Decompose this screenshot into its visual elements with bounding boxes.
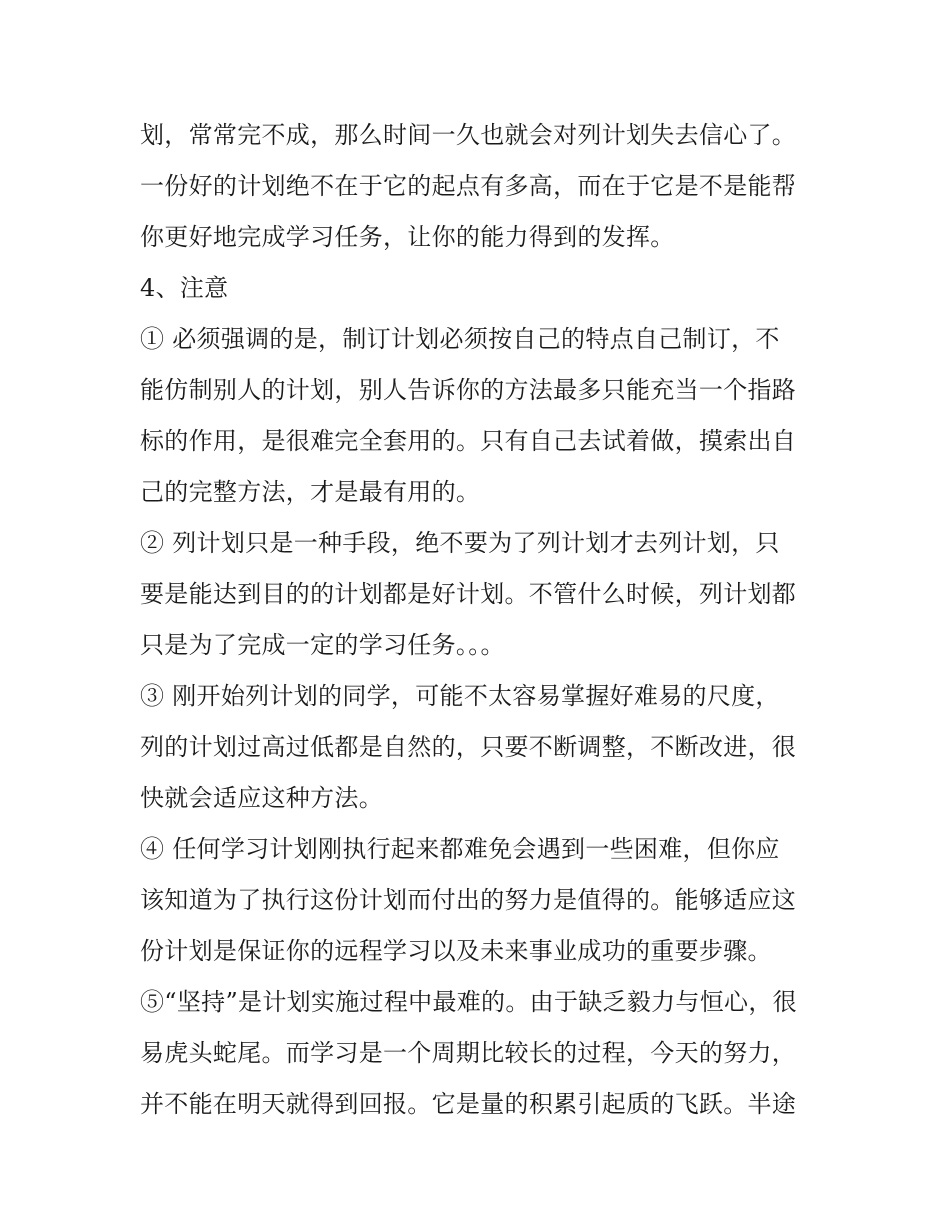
text-line: ⑤“坚持”是计划实施过程中最难的。由于缺乏毅力与恒心，很 [140, 988, 797, 1016]
text-line: ② 列计划只是一种手段，绝不要为了列计划才去列计划，只 [140, 529, 780, 557]
text-line: 易虎头蛇尾。而学习是一个周期比较长的过程，今天的努力， [140, 1039, 797, 1067]
text-line: 列的计划过高过低都是自然的，只要不断调整，不断改进，很 [140, 733, 797, 761]
section-heading: 4、注意 [140, 274, 229, 302]
text-line: 能仿制别人的计划，别人告诉你的方法最多只能充当一个指路 [140, 376, 797, 404]
body-text [140, 110, 820, 1130]
text-line: 要是能达到目的的计划都是好计划。不管什么时候，列计划都 [140, 580, 797, 608]
text-line: 快就会适应这种方法。 [140, 784, 383, 812]
text-line: 该知道为了执行这份计划而付出的努力是值得的。能够适应这 [140, 886, 797, 914]
text-line: ④ 任何学习计划刚执行起来都难免会遇到一些困难，但你应 [140, 835, 780, 863]
text-line: 你更好地完成学习任务，让你的能力得到的发挥。 [140, 223, 675, 251]
text-line: 一份好的计划绝不在于它的起点有多高，而在于它是不是能帮 [140, 172, 797, 200]
text-line: 划，常常完不成，那么时间一久也就会对列计划失去信心了。 [140, 121, 797, 149]
text-line: ③ 刚开始列计划的同学，可能不太容易掌握好难易的尺度， [140, 682, 780, 710]
text-line: 只是为了完成一定的学习任务。。。 [140, 631, 505, 659]
text-line: ① 必须强调的是，制订计划必须按自己的特点自己制订，不 [140, 325, 780, 353]
text-line: 份计划是保证你的远程学习以及未来事业成功的重要步骤。 [140, 937, 772, 965]
text-line: 己的完整方法，才是最有用的。 [140, 478, 481, 506]
text-line: 标的作用，是很难完全套用的。只有自己去试着做，摸索出自 [140, 427, 797, 455]
text-line: 并不能在明天就得到回报。它是量的积累引起质的飞跃。半途 [140, 1090, 797, 1118]
